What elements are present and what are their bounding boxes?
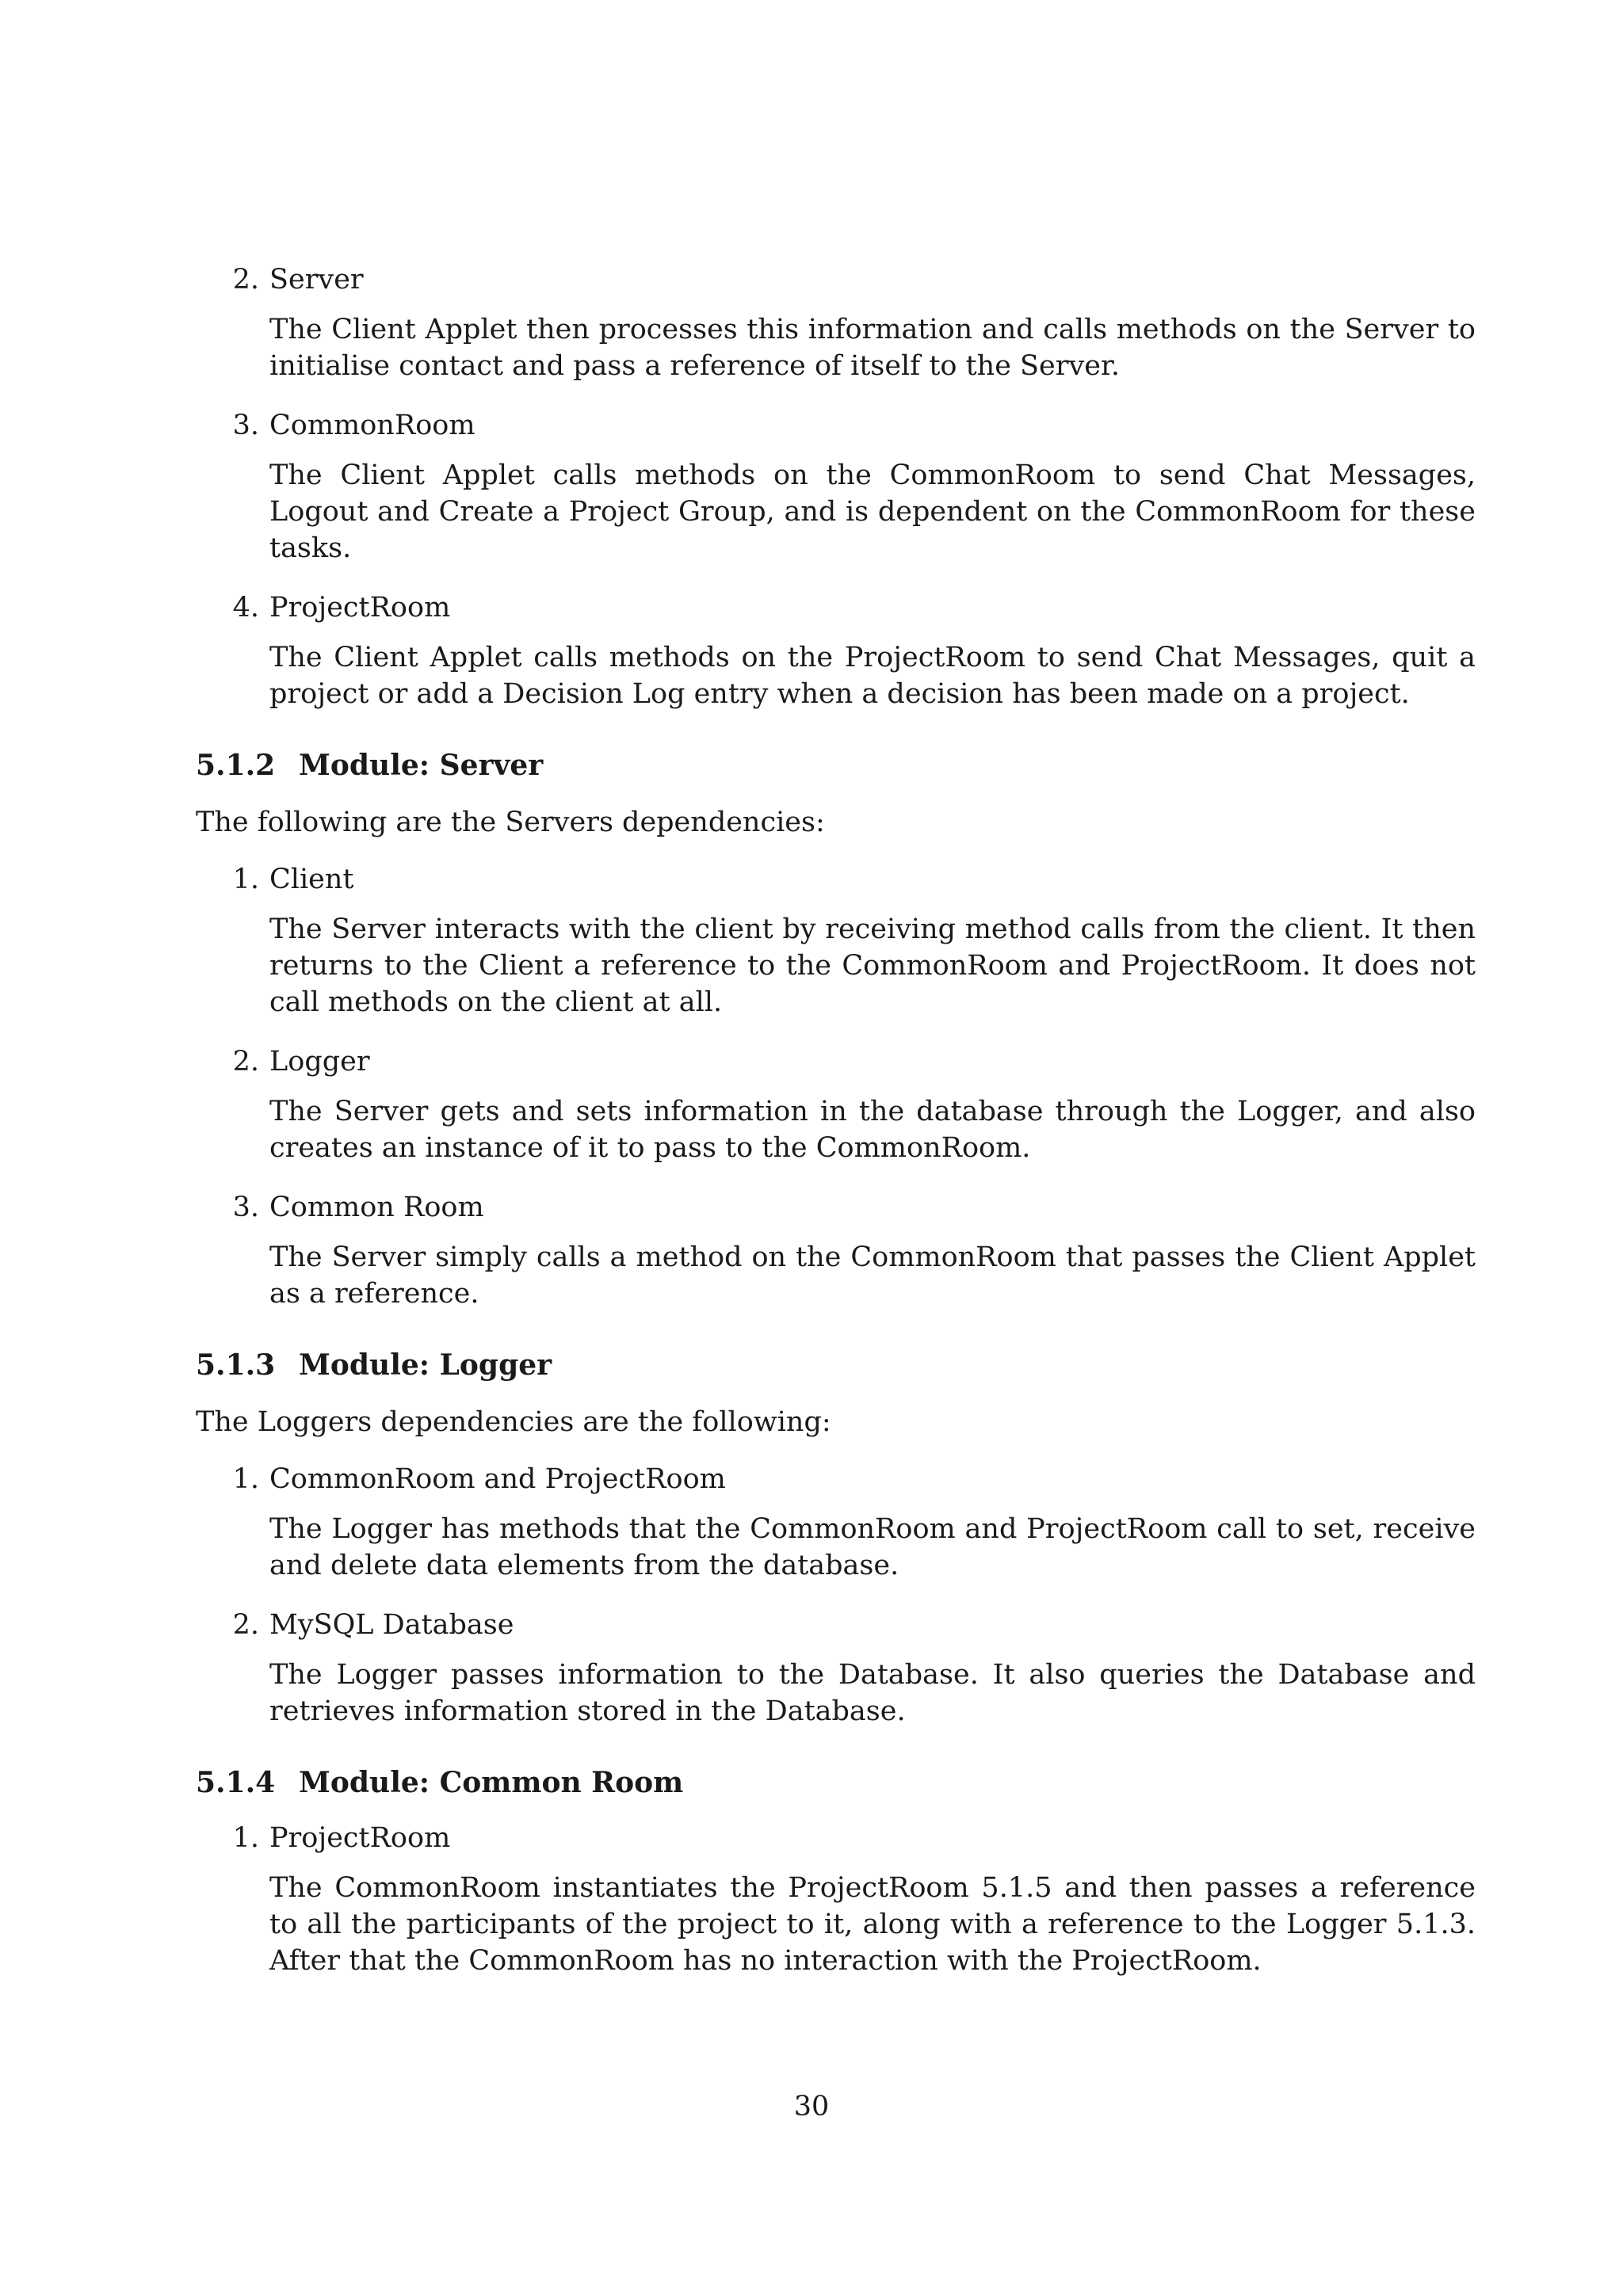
section-title: Module: Logger xyxy=(299,1348,552,1382)
page-number: 30 xyxy=(793,2091,830,2122)
list-item-number: 2. xyxy=(232,1609,259,1641)
list-item-number: 2. xyxy=(232,1046,259,1077)
list-item-number: 1. xyxy=(232,1463,259,1495)
list-item-number: 3. xyxy=(232,410,259,441)
list-item-title: ProjectRoom xyxy=(269,1822,451,1854)
list-item-title: Common Room xyxy=(269,1192,484,1223)
list-item-body: The CommonRoom instantiates the ProjectRoom 5.1.5 and then passes a reference to all the participants of the project to it, along with a reference to the Logger 5.1.3. After that the CommonRoom has no interaction with the ProjectRoom. xyxy=(269,1872,1476,1977)
section-intro: The Loggers dependencies are the following: xyxy=(196,1406,831,1438)
section-title: Module: Server xyxy=(299,749,544,782)
list-item-body: The Client Applet calls methods on the ProjectRoom to send Chat Messages, quit a project or add a Decision Log entry when a decision has been made on a project. xyxy=(269,642,1476,710)
list-item xyxy=(232,1189,1476,1312)
list-item-number: 3. xyxy=(232,1192,259,1223)
list-item xyxy=(232,407,1476,566)
list-item-body: The Server gets and sets information in the database through the Logger, and also creates an instance of it to pass to the CommonRoom. xyxy=(269,1096,1476,1164)
list-item xyxy=(232,1607,1476,1730)
list-item-number: 4. xyxy=(232,592,259,624)
list-item xyxy=(232,1043,1476,1166)
section-heading xyxy=(196,1347,1476,1383)
list-item-title: Server xyxy=(269,264,364,296)
section-title: Module: Common Room xyxy=(299,1766,684,1799)
section-number: 5.1.3 xyxy=(196,1348,276,1382)
page-content xyxy=(196,261,1476,1979)
list-item xyxy=(232,1461,1476,1584)
section-number: 5.1.2 xyxy=(196,749,276,782)
list-item-title: ProjectRoom xyxy=(269,592,451,624)
list-item-title: Logger xyxy=(269,1046,370,1077)
list-item-title: MySQL Database xyxy=(269,1609,514,1641)
list-item-body: The Server interacts with the client by receiving method calls from the client. It then returns to the Client a reference to the CommonRoom and ProjectRoom. It does not call methods on the client at all. xyxy=(269,913,1476,1018)
list-item-body: The Logger passes information to the Database. It also queries the Database and retrieves information stored in the Database. xyxy=(269,1659,1476,1727)
list-item-title: CommonRoom and ProjectRoom xyxy=(269,1463,726,1495)
list-item-body: The Client Applet then processes this information and calls methods on the Server to initialise contact and pass a reference of itself to the Server. xyxy=(269,314,1476,382)
list-item xyxy=(232,261,1476,384)
list-item-title: CommonRoom xyxy=(269,410,475,441)
section-intro: The following are the Servers dependencies: xyxy=(196,807,825,838)
list-item-body: The Logger has methods that the CommonRoom and ProjectRoom call to set, receive and delete data elements from the database. xyxy=(269,1513,1476,1581)
list-item-body: The Client Applet calls methods on the CommonRoom to send Chat Messages, Logout and Create a Project Group, and is dependent on the CommonRoom for these tasks. xyxy=(269,460,1476,564)
list-item xyxy=(232,861,1476,1020)
list-item-number: 1. xyxy=(232,1822,259,1854)
list-item xyxy=(232,589,1476,712)
list-item-body: The Server simply calls a method on the CommonRoom that passes the Client Applet as a reference. xyxy=(269,1241,1476,1310)
section-heading xyxy=(196,1764,1476,1801)
list-item-number: 2. xyxy=(232,264,259,296)
section-number: 5.1.4 xyxy=(196,1766,276,1799)
section-heading xyxy=(196,747,1476,784)
list-item-number: 1. xyxy=(232,864,259,895)
list-item-title: Client xyxy=(269,864,354,895)
list-item xyxy=(232,1820,1476,1979)
